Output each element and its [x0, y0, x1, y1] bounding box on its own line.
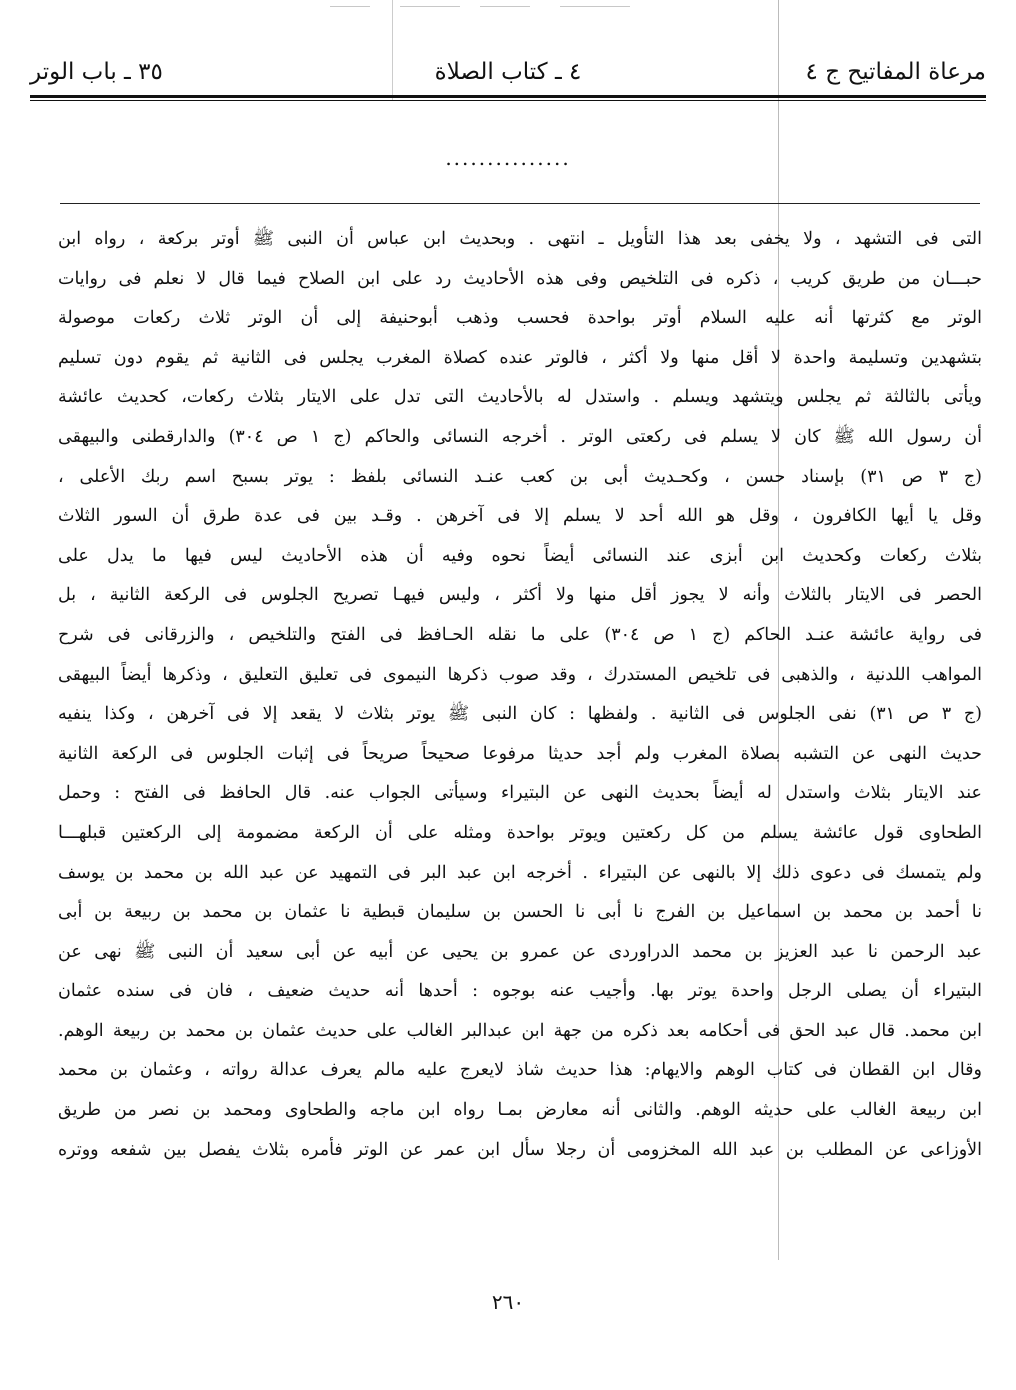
- text-line: فى رواية عائشة عنـد الحاكم (ج ١ ص ٣٠٤) على ما نقله الحـافظ فى الفتح والتلخيص ، والزرقانى فى شرح: [58, 624, 982, 645]
- page-number: ٢٦٠: [491, 1290, 525, 1314]
- text-line: ابن ربيعة الغالب على حديثه الوهم. والثانى أنه معارض بمـا رواه ابن ماجه والطحاوى ومحمد بن نصر من طريق: [58, 1100, 982, 1121]
- header-rule-thick: [30, 95, 986, 98]
- scan-mark: [560, 6, 630, 7]
- main-text: [58, 220, 982, 1170]
- text-line: التى فى التشهد ، ولا يخفى بعد هذا التأويل ـ انتهى . وبحديث ابن عباس أن النبى ﷺ أوتر بركعة ، رواه ابن: [58, 229, 982, 249]
- text-line: المواهب اللدنية ، والذهبى فى تلخيص المستدرك ، وقد صوب ذكرها النيموى فى تعليق التعليق ، وذكرها أيضاً البيهقى: [58, 664, 982, 685]
- text-line: الوتر مع كثرتها أنه عليه السلام أوتر بواحدة فحسب وذهب أبوحنيفة إلى أن الوتر ثلاث ركعات موصولة: [58, 308, 982, 329]
- running-header: [30, 52, 986, 92]
- chapter-title: ٤ ـ كتاب الصلاة: [434, 59, 582, 85]
- text-line: نا أحمد بن محمد بن اسماعيل بن الفرج نا أبى نا الحسن بن سليمان قبطية نا عثمان بن محمد بن ربيعة بن أبى: [58, 902, 982, 923]
- section-title: ٣٥ ـ باب الوتر: [30, 59, 163, 85]
- text-line: عبد الرحمن نا عبد العزيز بن محمد الدراوردى عن عمرو بن يحيى عن أبيه عن أبى سعيد أن النبى ﷺ نهى عن: [58, 941, 982, 962]
- header-rule-thin: [30, 100, 986, 101]
- text-line: ابن محمد. قال عبد الحق فى أحكامه بعد ذكره من جهة ابن عبدالبر الغالب على حديث عثمان بن محمد بن ربيعة الوهم.: [58, 1020, 982, 1041]
- text-line: الأوزاعى عن المطلب بن عبد الله المخزومى أن رجلا سأل ابن عمر عن الوتر فأمره بثلاث يفصل بين شفعه ووتره: [58, 1139, 982, 1160]
- scan-mark: [400, 6, 460, 7]
- text-line: أن رسول الله ﷺ كان لا يسلم فى ركعتى الوتر . أخرجه النسائى والحاكم (ج ١ ص ٣٠٤) والدارقطنى والبيهقى: [58, 426, 982, 447]
- text-line: (ج ٣ ص ٣١) بإسناد حسن ، وكحـديث أبى بن كعب عنـد النسائى بلفظ : يوتر بسبح اسم ربك الأعلى ،: [58, 466, 982, 487]
- scan-mark: [480, 6, 530, 7]
- text-line: ولم يتمسك فى دعوى ذلك إلا بالنهى عن البتيراء . أخرجه ابن عبد البر فى التمهيد عن عبد الله بن محمد بن يوسف: [58, 862, 982, 883]
- text-line: (ج ٣ ص ٣١) نفى الجلوس فى الثانية . ولفظها : كان النبى ﷺ يوتر بثلاث لا يقعد إلا فى آخرهن ، وكذا ينفيه: [58, 704, 982, 725]
- text-line: حبـــان من طريق كريب ، ذكره فى التلخيص وفى هذه الأحاديث رد على ابن الصلاح فيما قال لا نعلم فى روايات: [58, 268, 982, 289]
- text-line: عند الايتار بثلاث واستدل له أيضاً بحديث النهى عن البتيراء وسيأتى الجواب عنه. قال الحافظ فى الفتح : وحمل: [58, 783, 982, 804]
- text-line: وقل يا أيها الكافرون ، وقل هو الله أحد لا يسلم إلا فى آخرهن . وقـد بين فى عدة طرق أن السور الثلاث: [58, 506, 982, 527]
- section-separator: ...............: [445, 146, 571, 170]
- text-line: بتشهدين وتسليمة واحدة لا أقل منها ولا أكثر ، فالوتر عنده كصلاة المغرب يجلس فى الثانية ثم يقوم دون تسليم: [58, 347, 982, 368]
- scan-mark: [330, 6, 370, 7]
- text-line: حديث النهى عن التشبه بصلاة المغرب ولم أجد حديثا مرفوعا صحيحاً صريحاً فى إثبات الجلوس فى الركعة الثانية: [58, 743, 982, 764]
- text-line: الطحاوى قول عائشة يسلم من كل ركعتين ويوتر بواحدة ومثله على أن الركعة مضمومة إلى الركعتين قبلهـــا: [58, 822, 982, 843]
- text-line: بثلاث ركعات وكحديث ابن أبزى عند النسائى أيضاً نحوه وفيه أن هذه الأحاديث ليس فيها ما يدل على: [58, 545, 982, 566]
- text-line: البتيراء أن يصلى الرجل واحدة يوتر بها. وأجيب عنه بوجوه : أحدها أنه حديث ضعيف ، فان فى سنده عثمان: [58, 981, 982, 1002]
- text-line: وقال ابن القطان فى كتاب الوهم والايهام: هذا حديث شاذ لايعرج عليه مالم يعرف عدالة رواته ، وعثمان بن محمد: [58, 1060, 982, 1081]
- book-title: مرعاة المفاتيح ج ٤: [805, 59, 986, 85]
- text-line: ويأتى بالثالثة ثم يجلس ويتشهد ويسلم . واستدل له بالأحاديث التى تدل على الايتار بثلاث ركعات، كحديث عائشة: [58, 387, 982, 408]
- text-rule: [60, 203, 980, 204]
- text-line: الحصر فى الايتار بالثلاث وأنه لا يجوز أقل منها ولا أكثر ، وليس فيهـا تصريح الجلوس فى الركعة الثانية ، بل: [58, 585, 982, 606]
